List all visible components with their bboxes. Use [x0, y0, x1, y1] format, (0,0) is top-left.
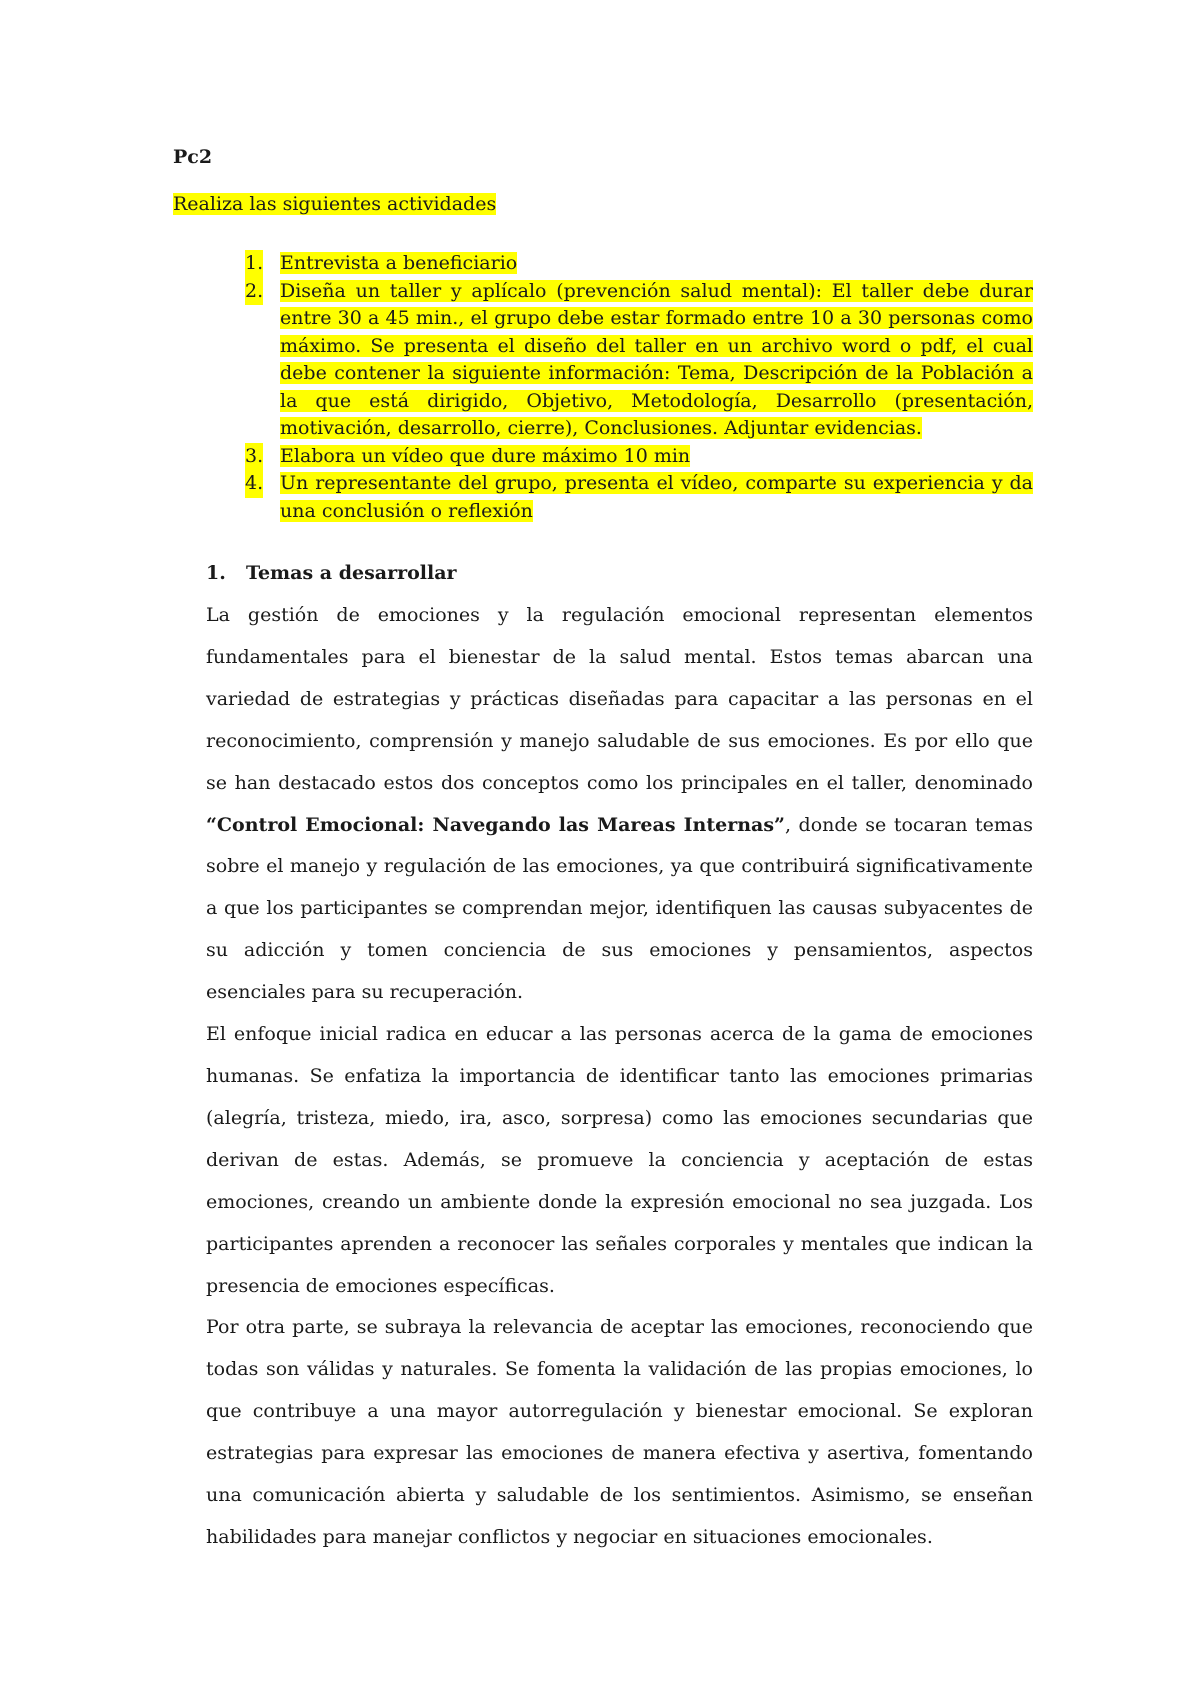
task-item — [173, 250, 1033, 278]
instructions-heading — [173, 192, 496, 217]
task-text: Entrevista a beneficiario — [280, 252, 518, 274]
task-item — [173, 443, 1033, 471]
document-title: Pc2 — [173, 146, 213, 168]
section-body — [206, 595, 1033, 1559]
task-number: 4. — [245, 470, 263, 498]
section-title: Temas a desarrollar — [246, 562, 457, 584]
task-text: Un representante del grupo, presenta el vídeo, comparte su experiencia y da una conclusión o reflexión — [280, 472, 1033, 522]
paragraph-text: La gestión de emociones y la regulación emocional representan elementos fundamentales para el bienestar de la salud mental. Estos temas abarcan una variedad de estrategias y prácticas diseñadas para capacitar a las personas en el reconocimiento, comprensión y manejo saludable de sus emociones. Es por ello que se han destacado estos dos conceptos como los principales en el taller, denominado — [206, 604, 1033, 794]
section-number: 1. — [206, 562, 226, 584]
task-text: Elabora un vídeo que dure máximo 10 min — [280, 444, 691, 467]
task-number: 2. — [245, 278, 263, 306]
task-number: 3. — [245, 443, 263, 471]
task-text: Diseña un taller y aplícalo (prevención salud mental): El taller debe durar entre 30 a 45 min., el grupo debe estar formado entre 10 a 30 personas como máximo. Se presenta el diseño del taller en un archivo word o pdf, el cual debe contener la siguiente información: Tema, Descripción de la Población a la que está dirigido, Objetivo, Metodología, Desarrollo (presentación, motivación, desarrollo, cierre), Conclusiones. Adjuntar evidencias. — [280, 279, 1033, 439]
task-item — [173, 470, 1033, 525]
paragraph: Por otra parte, se subraya la relevancia de aceptar las emociones, reconociendo que todas son válidas y naturales. Se fomenta la validación de las propias emociones, lo que contribuye a una mayor autorregulación y bienestar emocional. Se exploran estrategias para expresar las emociones de manera efectiva y asertiva, fomentando una comunicación abierta y saludable de los sentimientos. Asimismo, se enseñan habilidades para manejar conflictos y negociar en situaciones emocionales. — [206, 1316, 1033, 1548]
task-number: 1. — [245, 250, 263, 278]
instructions-text: Realiza las siguientes actividades — [173, 193, 497, 215]
paragraph: El enfoque inicial radica en educar a las personas acerca de la gama de emociones humanas. Se enfatiza la importancia de identificar tanto las emociones primarias (alegría, tristeza, miedo, ira, asco, sorpresa) como las emociones secundarias que derivan de estas. Además, se promueve la conciencia y aceptación de estas emociones, creando un ambiente donde la expresión emocional no sea juzgada. Los participantes aprenden a reconocer las señales corporales y mentales que indican la presencia de emociones específicas. — [206, 1023, 1033, 1297]
task-item — [173, 278, 1033, 443]
paragraph — [206, 595, 1033, 1014]
workshop-name: “Control Emocional: Navegando las Mareas Internas” — [206, 813, 785, 836]
paragraph-text: , donde se tocaran temas sobre el manejo y regulación de las emociones, ya que contribuirá significativamente a que los participantes se comprendan mejor, identifiquen las causas subyacentes de su adicción y tomen conciencia de sus emociones y pensamientos, aspectos esenciales para su recuperación. — [206, 813, 1034, 1004]
task-list — [173, 250, 1033, 525]
